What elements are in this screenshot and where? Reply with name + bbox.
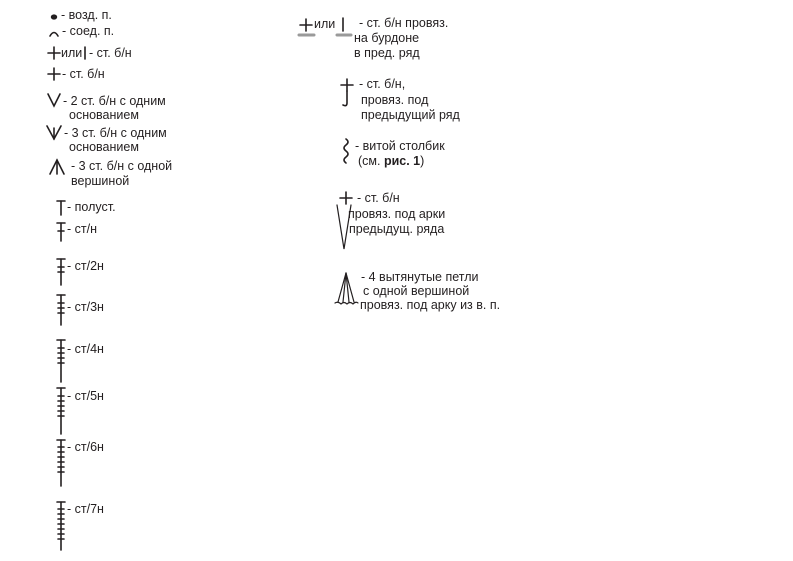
label-chain: - возд. п. [61, 8, 112, 22]
label-arch-1: - ст. б/н [357, 191, 400, 205]
label-loops-1: - 4 вытянутые петли [361, 270, 479, 284]
label-sc3tog-1: - 3 ст. б/н с одним [64, 126, 167, 140]
sc-bar-icon [82, 46, 88, 60]
slip-stitch-icon [48, 28, 62, 38]
label-arch-3: предыдущ. ряда [349, 222, 445, 236]
sc3tog-icon [45, 125, 63, 141]
twisted-stitch-icon [340, 137, 352, 167]
label-hdc: - полуст. [67, 200, 116, 214]
tr6-icon [56, 438, 66, 488]
label-twisted-2 [358, 154, 424, 168]
label-tr5: - ст/5н [67, 389, 104, 403]
label-tr7: - ст/7н [67, 502, 104, 516]
sc3top-icon [48, 158, 66, 176]
sc2tog-icon [46, 93, 62, 107]
label-arch-2: провяз. под арки [348, 207, 446, 221]
label-bourdon-1: - ст. б/н провяз. [359, 16, 449, 30]
hdc-icon [55, 199, 67, 217]
label-or: или [61, 46, 83, 60]
label-sc3top-2: вершиной [71, 174, 130, 188]
label-below-3: предыдущий ряд [361, 108, 460, 122]
chain-stitch-icon [50, 12, 60, 22]
four-loops-icon [333, 270, 359, 308]
label-tr4: - ст/4н [67, 342, 104, 356]
label-slip: - соед. п. [62, 24, 115, 38]
tr5-icon [56, 386, 66, 436]
label-sc2tog-1: - 2 ст. б/н с одним [63, 94, 166, 108]
dc-icon [56, 221, 66, 243]
label-bourdon-3: в пред. ряд [354, 46, 420, 60]
label-tr3: - ст/3н [67, 300, 104, 314]
label-loops-3: провяз. под арку из в. п. [360, 298, 501, 312]
tr2-icon [56, 257, 66, 287]
tr7-icon [56, 500, 66, 552]
label-twisted-1: - витой столбик [355, 139, 445, 153]
label-sc: - ст. б/н [62, 67, 105, 81]
sc-below-icon [339, 77, 355, 109]
label-bourdon-2: на бурдоне [354, 31, 420, 45]
label-below-2: провяз. под [361, 93, 429, 107]
label-below-1: - ст. б/н, [359, 77, 406, 91]
label-sc-or: - ст. б/н [89, 46, 132, 60]
sc-bourdon-bar-icon [336, 15, 352, 39]
label-bourdon-or: или [314, 17, 336, 31]
label-sc2tog-2: основанием [69, 108, 139, 122]
label-sc3tog-2: основанием [69, 140, 139, 154]
tr4-icon [56, 338, 66, 384]
label-twisted-close: ) [420, 154, 425, 168]
label-tr6: - ст/6н [67, 440, 104, 454]
sc-cross-icon [47, 46, 61, 60]
sc-arch-icon [334, 189, 356, 253]
label-twisted-ref: рис. 1 [383, 154, 421, 168]
label-tr2: - ст/2н [67, 259, 104, 273]
label-dc: - ст/н [67, 222, 97, 236]
label-twisted-2-text: (см. [358, 154, 384, 168]
tr3-icon [56, 293, 66, 327]
label-loops-2: с одной вершиной [363, 284, 470, 298]
label-sc3top-1: - 3 ст. б/н с одной [71, 159, 173, 173]
sc-icon [47, 67, 61, 81]
